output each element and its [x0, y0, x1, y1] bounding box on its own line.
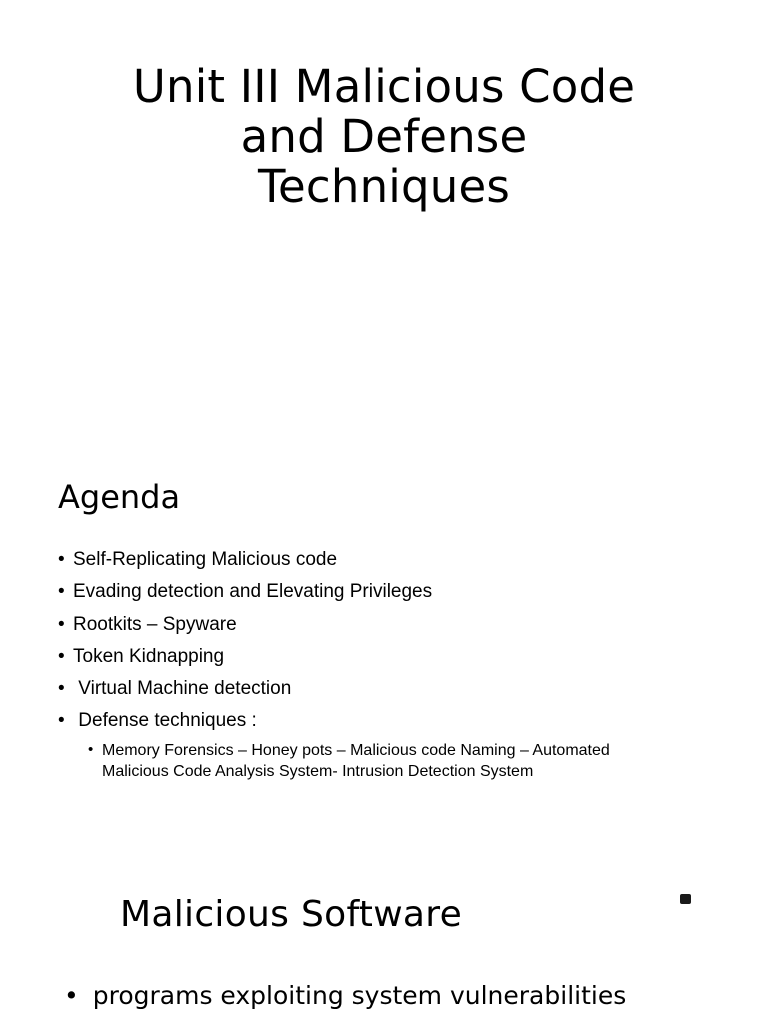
- agenda-item-text: Virtual Machine detection: [73, 678, 292, 700]
- agenda-sub-item: [88, 740, 678, 782]
- agenda-sub-item-text: Memory Forensics – Honey pots – Malicious code Naming – Automated Malicious Code Analysis System- Intrusion Detection System: [102, 742, 610, 780]
- title-line: and Defense: [240, 110, 528, 163]
- malicious-software-slide: [0, 832, 768, 1024]
- agenda-item: [58, 581, 432, 603]
- bullet-icon: •: [64, 981, 79, 1010]
- bullet-icon: •: [58, 710, 65, 732]
- agenda-item: [58, 710, 432, 732]
- agenda-item-text: Defense techniques :: [73, 710, 257, 732]
- bullet-icon: •: [58, 645, 65, 667]
- slide-title: [60, 62, 708, 212]
- bullet-icon: •: [88, 741, 94, 758]
- bullet-item-text: programs exploiting system vulnerabilities: [92, 981, 627, 1010]
- corner-mark-icon: [680, 894, 691, 904]
- title-line: Techniques: [257, 160, 511, 213]
- agenda-slide: [0, 448, 768, 832]
- bullet-icon: •: [58, 549, 65, 570]
- bullet-icon: •: [58, 678, 65, 700]
- slide-heading: Malicious Software: [120, 894, 463, 935]
- agenda-item-text: Evading detection and Elevating Privileges: [73, 581, 433, 603]
- agenda-item-text: Self-Replicating Malicious code: [73, 549, 338, 570]
- bullet-icon: •: [58, 581, 65, 603]
- bullet-item: [64, 980, 626, 1012]
- agenda-item: [58, 549, 432, 571]
- agenda-item-text: Rootkits – Spyware: [73, 613, 237, 635]
- title-line: Unit III Malicious Code: [132, 60, 636, 113]
- title-slide: [0, 0, 768, 448]
- bullet-icon: •: [58, 613, 65, 635]
- agenda-sub-list: [88, 740, 678, 782]
- agenda-item-text: Token Kidnapping: [73, 645, 225, 667]
- agenda-item: [58, 646, 432, 668]
- agenda-item: [58, 678, 432, 700]
- agenda-heading: Agenda: [58, 478, 181, 516]
- agenda-list: [58, 549, 432, 743]
- agenda-item: [58, 614, 432, 636]
